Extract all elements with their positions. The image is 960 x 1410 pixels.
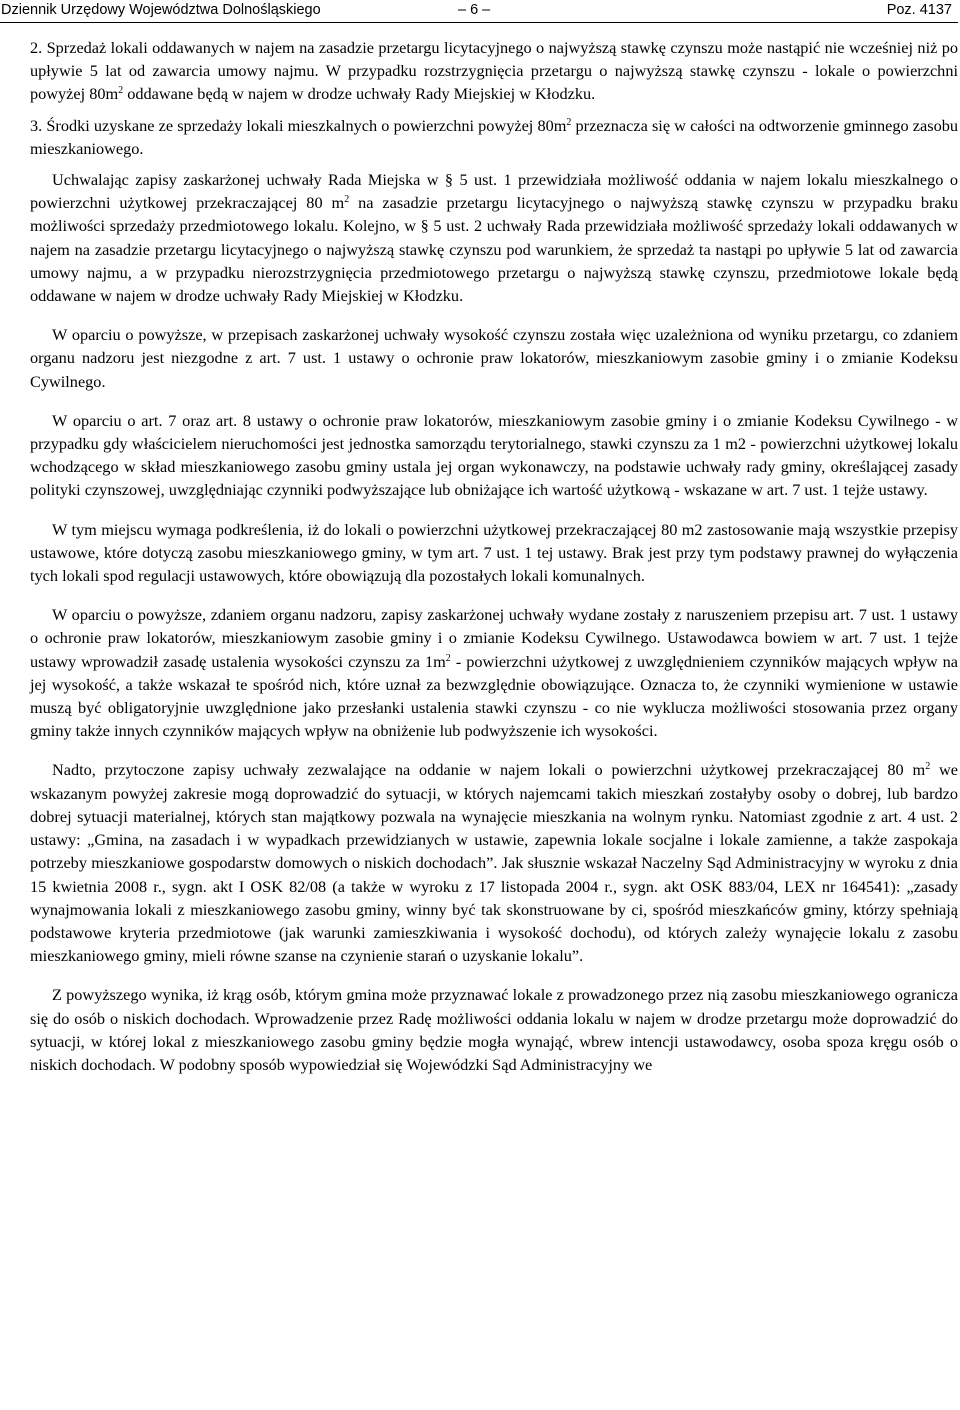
paragraph-applicability: W tym miejscu wymaga podkreślenia, iż do lokali o powierzchni użytkowej przekraczającej 80 m2 zastosowanie mają wszystkie przepisy ustawowe, które dotyczą zasobu mieszkaniowego gminy, w tym art. 7 ust. 1 tej ustawy. Brak jest przy tym podstawy prawnej do wyłączenia tych lokali spod regulacji ustawowych, które obowiązują dla pozostałych lokali komunalnych. xyxy=(30,519,958,586)
paragraph-case-law: Nadto, przytoczone zapisy uchwały zezwalające na oddanie w najem lokali o powierzchni użytkowej przekraczającej 80 $m^2$ we wskazanym powyżej zakresie mogą doprowadzić do sytuacji, w których najemcami takich mieszkań zostałyby osoby o dobrej, lub bardzo dobrej sytuacji materialnej, których stan majątkowy pozwala na wynajęcie mieszkania na wolnym rynku. Natomiast zgodnie z art. 4 ust. 2 ustawy: „Gmina, na zasadach i w wypadkach przewidzianych w ustawie, zapewnia lokale socjalne i lokale zamienne, a także zaspokaja potrzeby mieszkaniowe gospodarstw domowych o niskich dochodach”. Jak słusznie wskazał Naczelny Sąd Administracyjny w wyroku z dnia 15 kwietnia 2008 r., sygn. akt I OSK 82/08 (a także w wyroku z 17 listopada 2004 r., sygn. akt OSK 883/04, LEX nr 164541): „zasady wynajmowania lokali z mieszkaniowego zasobu gminy, winny być tak skonstruowane by ci, spośród mieszkańców gminy, którzy spełniają podstawowe kryteria przedmiotowe (jak warunki zamieszkiwania i wysokość dochodu), od których zależy wynajęcie lokalu z zasobu mieszkaniowego gminy, mieli równe szanse na czynienie starań o uzyskanie lokalu”. xyxy=(30,760,958,966)
paragraph-conclusion: Z powyższego wynika, iż krąg osób, którym gmina może przyznawać lokale z prowadzonego przez nią zasobu mieszkaniowego ogranicza się do osób o niskich dochodach. Wprowadzenie przez Radę możliwości oddania lokalu w najem w drodze przetargu może doprowadzić do sytuacji, w której lokal z mieszkaniowego zasobu gminy będzie mogła wynająć, wbrew intencji ustawodawcy, osoba spoza kręgu osób o niskich dochodach. W podobny sposób wypowiedział się Wojewódzki Sąd Administracyjny we xyxy=(30,985,958,1074)
superscript: 2 xyxy=(344,194,350,206)
paragraph-legal-basis: W oparciu o art. 7 oraz art. 8 ustawy o ochronie praw lokatorów, mieszkaniowym zasobie gminy i o zmianie Kodeksu Cywilnego - w przypadku gdy właścicielem nieruchomości jest jednostka samorządu terytorialnego, stawki czynszu za 1 m2 - powierzchni użytkowej lokalu wchodzącego w skład mieszkaniowego zasobu gminy ustala jej organ wykonawczy, na podstawie uchwały rady gminy, określającej zasady polityki czynszowej, uwzględniając czynniki podwyższające lub obniżające ich wartość użytkową - wskazane w art. 7 ust. 1 tejże ustawy. xyxy=(30,410,958,500)
paragraph-resolution-provisions: Uchwalając zapisy zaskarżonej uchwały Rada Miejska w § 5 ust. 1 przewidziała możliwość oddania w najem lokalu mieszkalnego o powierzchni użytkowej przekraczającej 80 $m^2$ na zasadzie przetargu licytacyjnego o najwyższą stawkę czynszu w przypadku braku możliwości sprzedaży przedmiotowego lokalu. Kolejno, w § 5 ust. 2 uchwały Rada przewidziała możliwość sprzedaży lokali oddawanych w najem na zasadzie przetargu licytacyjnego o najwyższą stawkę czynszu pod warunkiem, że sprzedaż ta nastąpi po upływie 5 lat od zawarcia umowy najmu, a w przypadku nierozstrzygnięcia przedmiotowego przetargu o najwyższą stawkę czynszu, przedmiotowe lokale będą oddawane w najem w drodze uchwały Rady Miejskiej w Kłodzku. xyxy=(30,170,958,306)
journal-title: Dziennik Urzędowy Województwa Dolnośląskiego xyxy=(1,2,321,18)
superscript: 2 xyxy=(445,652,451,664)
document-body xyxy=(30,36,958,1092)
page-number: – 6 – xyxy=(458,2,491,18)
superscript: 2 xyxy=(566,116,572,128)
superscript: 2 xyxy=(925,761,931,773)
superscript: 2 xyxy=(118,85,124,97)
paragraph-sale-of-premises: 2. Sprzedaż lokali oddawanych w najem na zasadzie przetargu licytacyjnego o najwyższą stawkę czynszu może nastąpić nie wcześniej niż po upływie 5 lat od zawarcia umowy najmu. W przypadku rozstrzygnięcia przetargu o najwyższą stawkę czynszu - lokale o powierzchni powyżej $80m^2$ oddawane będą w najem w drodze uchwały Rady Miejskiej w Kłodzku. xyxy=(30,38,958,104)
header-divider xyxy=(0,22,958,23)
paragraph-rent-dependency: W oparciu o powyższe, w przepisach zaskarżonej uchwały wysokość czynszu została więc uzależniona od wyniku przetargu, co zdaniem organu nadzoru jest niezgodne z art. 7 ust. 1 ustawy o ochronie praw lokatorów, mieszkaniowym zasobie gminy i o zmianie Kodeksu Cywilnego. xyxy=(30,325,958,391)
page-header xyxy=(0,0,960,22)
position-number: Poz. 4137 xyxy=(886,2,952,18)
paragraph-violation: W oparciu o powyższe, zdaniem organu nadzoru, zapisy zaskarżonej uchwały wydane zostały z naruszeniem przepisu art. 7 ust. 1 ustawy o ochronie praw lokatorów, mieszkaniowym zasobie gminy i o zmianie Kodeksu Cywilnego. Ustawodawca bowiem w art. 7 ust. 1 tejże ustawy wprowadził zasadę ustalenia wysokości czynszu za $1m^2$ - powierzchni użytkowej z uwzględnieniem czynników mających wpływ na jej wysokość, a także wskazał te spośród nich, które uznał za bezwzględnie obowiązujące. Oznacza to, że czynniki wymienione w ustawie muszą być obligatoryjnie uwzględnione jako przesłanki ustalenia stawki czynszu - co nie wyklucza możliwości stosowania przez organy gminy także innych czynników mających wpływ na obniżenie lub podwyższenie ich wysokości. xyxy=(30,605,958,741)
paragraph-proceeds: 3. Środki uzyskane ze sprzedaży lokali mieszkalnych o powierzchni powyżej $80m^2$ przeznacza się w całości na odtworzenie gminnego zasobu mieszkaniowego. xyxy=(30,115,958,158)
